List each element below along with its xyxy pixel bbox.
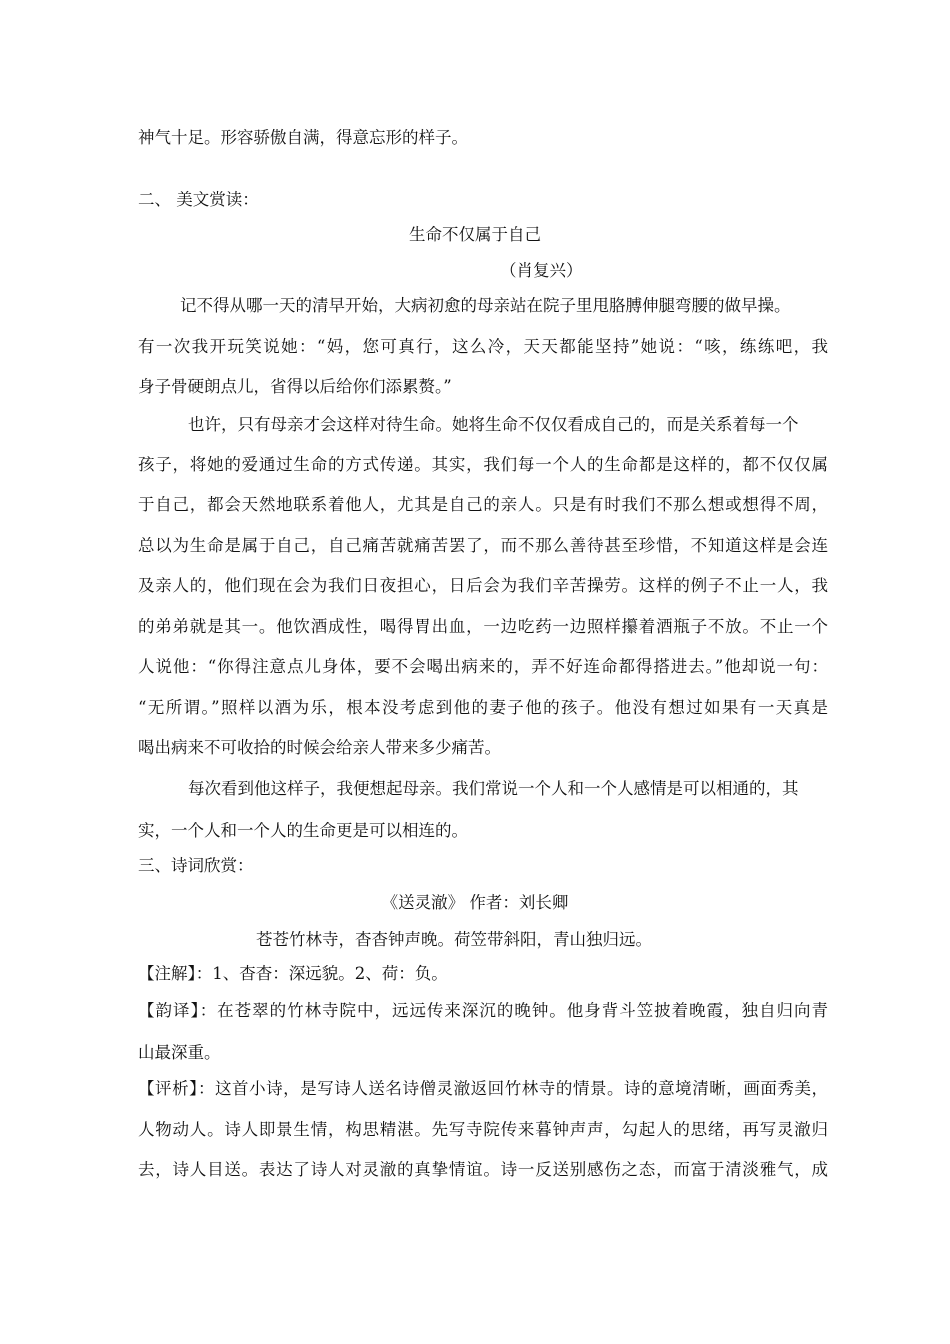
analysis-line: 人物动人。诗人即景生情，构思精湛。先写寺院传来暮钟声声，勾起人的思绪，再写灵澈归 (138, 1120, 828, 1139)
analysis-line (138, 1079, 828, 1099)
text-line: 神气十足。形容骄傲自满，得意忘形的样子。 (138, 128, 468, 147)
translation-line: 山最深重。 (138, 1043, 221, 1062)
paragraph-line: 有一次我开玩笑说她：“妈，您可真行，这么冷，天天都能坚持”她说：“咳，练练吧，我 (138, 337, 828, 356)
translation-label: 【韵译】 (138, 1001, 200, 1020)
section-heading: 二、 美文赏读： (138, 190, 259, 209)
paragraph-line: “无所谓。”照样以酒为乐，根本没考虑到他的妻子他的孩子。他没有想过如果有一天真是 (138, 698, 828, 717)
analysis-line: 去，诗人目送。表达了诗人对灵澈的真挚情谊。诗一反送别感伤之态，而富于清淡雅气，成 (138, 1160, 828, 1179)
paragraph-line: 总以为生命是属于自己，自己痛苦就痛苦罢了，而不那么善待甚至珍惜，不知道这样是会连 (138, 536, 828, 555)
paragraph-line: 的弟弟就是其一。他饮酒成性，喝得胃出血，一边吃药一边照样攥着酒瓶子不放。不止一个 (138, 617, 828, 636)
note-line (138, 964, 448, 984)
note-text: ：1、杳杳：深远貌。2、荷：负。 (195, 964, 448, 983)
translation-line (138, 1001, 828, 1021)
analysis-text: ：这首小诗，是写诗人送名诗僧灵澈返回竹林寺的情景。诗的意境清晰，画面秀美， (197, 1079, 829, 1098)
essay-title: 生命不仅属于自己 (409, 225, 541, 244)
section-heading: 三、诗词欣赏： (138, 856, 254, 875)
essay-author: （肖复兴） (500, 261, 583, 280)
poem-title: 《送灵澈》 作者：刘长卿 (381, 893, 569, 912)
poem-text: 苍苍竹林寺，杳杳钟声晚。荷笠带斜阳，青山独归远。 (256, 930, 652, 949)
paragraph-line: 实，一个人和一个人的生命更是可以相连的。 (138, 821, 468, 840)
note-label: 【注解】 (138, 964, 196, 983)
paragraph-line: 喝出病来不可收拾的时候会给亲人带来多少痛苦。 (138, 738, 501, 757)
paragraph-line: 身子骨硬朗点儿，省得以后给你们添累赘。” (138, 377, 452, 396)
paragraph-line: 于自己，都会天然地联系着他人，尤其是自己的亲人。只是有时我们不那么想或想得不周， (138, 495, 828, 514)
translation-text: ：在苍翠的竹林寺院中，远远传来深沉的晚钟。他身背斗笠披着晚霞，独自归向青 (199, 1001, 829, 1020)
analysis-label: 【评析】 (138, 1079, 198, 1098)
paragraph-line: 孩子，将她的爱通过生命的方式传递。其实，我们每一个人的生命都是这样的，都不仅仅属 (138, 455, 828, 474)
paragraph-line: 也许，只有母亲才会这样对待生命。她将生命不仅仅看成自己的，而是关系着每一个 (188, 415, 799, 434)
paragraph-line: 记不得从哪一天的清早开始，大病初愈的母亲站在院子里甩胳膊伸腿弯腰的做早操。 (180, 296, 791, 315)
paragraph-line: 及亲人的，他们现在会为我们日夜担心，日后会为我们辛苦操劳。这样的例子不止一人，我 (138, 576, 828, 595)
paragraph-line: 人说他：“你得注意点儿身体，要不会喝出病来的，弄不好连命都得搭进去。”他却说一句： (138, 657, 828, 676)
paragraph-line: 每次看到他这样子，我便想起母亲。我们常说一个人和一个人感情是可以相通的，其 (188, 779, 799, 798)
